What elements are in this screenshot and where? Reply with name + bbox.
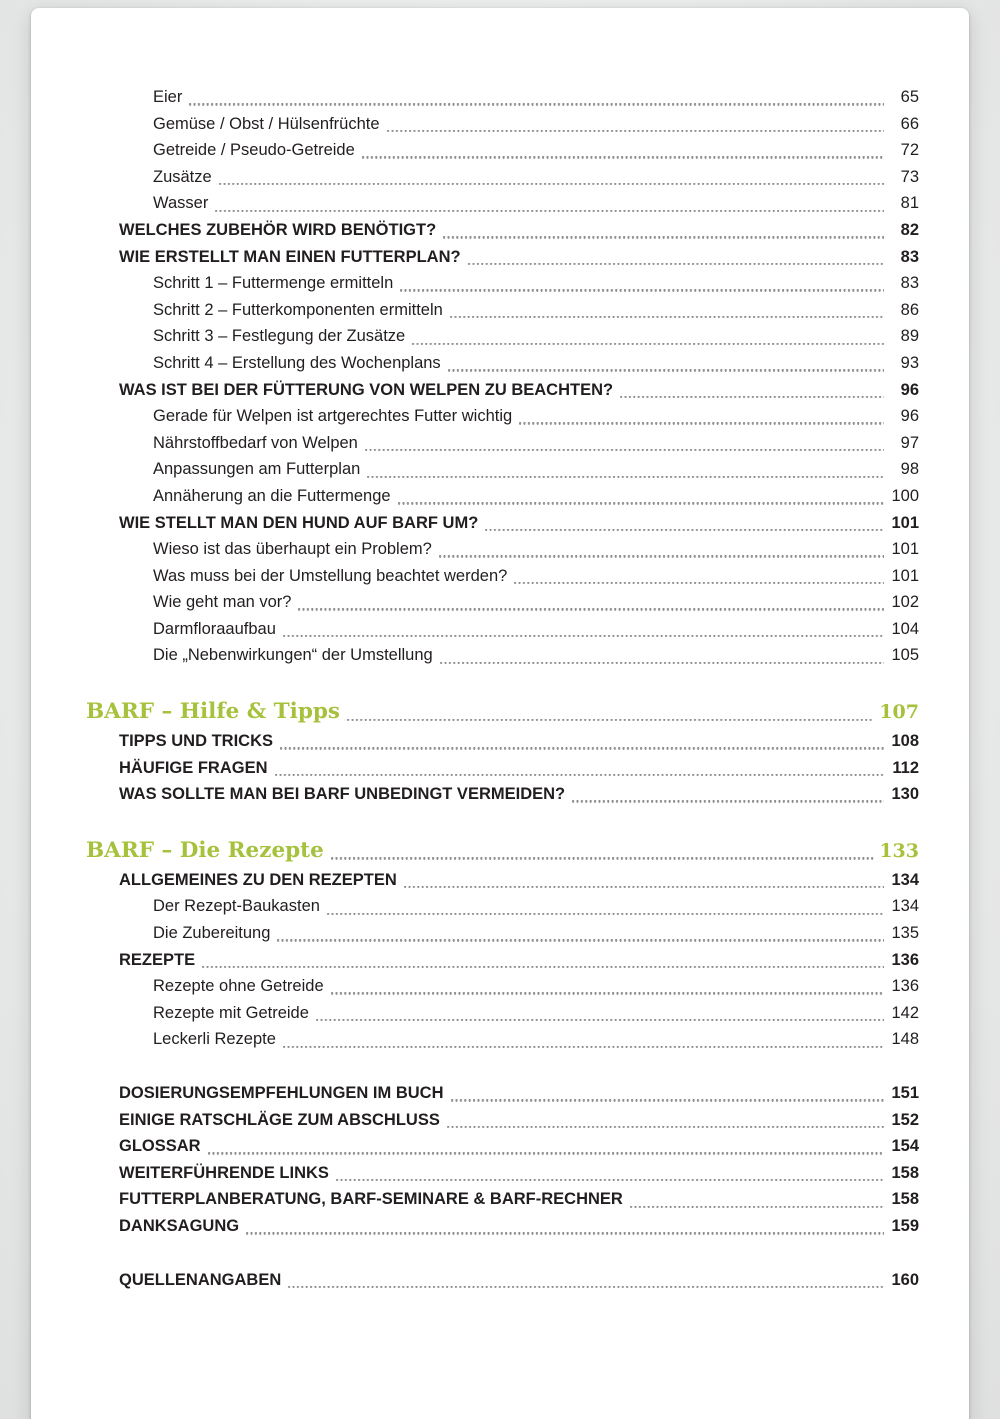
toc-leader-dots [447, 1126, 884, 1128]
toc-entry-page-number: 112 [892, 758, 919, 777]
toc-entry-page-number: 101 [891, 566, 919, 585]
toc-entry-page-number: 73 [900, 167, 919, 186]
toc-leader-dots [514, 582, 884, 584]
toc-entry-page-number: 96 [900, 407, 919, 426]
toc-entry-page-number: 159 [891, 1216, 919, 1235]
toc-entry-label: WAS SOLLTE MAN BEI BARF UNBEDINGT VERMEIDEN? [119, 785, 566, 804]
toc-block [86, 696, 919, 808]
toc-section-entry [86, 1133, 919, 1160]
toc-entry-label: Schritt 3 – Festlegung der Zusätze [153, 327, 406, 346]
toc-leader-dots [450, 316, 884, 318]
toc-entry-page-number: 93 [900, 353, 919, 372]
toc-entry-label: Die Zubereitung [153, 924, 271, 943]
toc-leader-dots [336, 1179, 884, 1181]
toc-subsection-entry [86, 403, 919, 430]
toc-chapter-entry [86, 835, 919, 867]
toc-section-entry [86, 947, 919, 974]
toc-entry-label: WAS IST BEI DER FÜTTERUNG VON WELPEN ZU BEACHTEN? [119, 380, 614, 399]
toc-entry-label: WIE STELLT MAN DEN HUND AUF BARF UM? [119, 513, 479, 532]
toc-entry-page-number: 97 [900, 433, 919, 452]
toc-entry-page-number: 98 [900, 460, 919, 479]
toc-leader-dots [316, 1019, 884, 1021]
toc-section-entry [86, 377, 919, 404]
toc-subsection-entry [86, 164, 919, 191]
toc-entry-label: DOSIERUNGSEMPFEHLUNGEN IM BUCH [119, 1084, 444, 1102]
toc-entry-page-number: 158 [891, 1190, 919, 1209]
toc-entry-page-number: 65 [900, 88, 919, 106]
toc-entry-page-number: 130 [891, 785, 919, 804]
toc-entry-page-number: 133 [879, 839, 919, 862]
toc-entry-page-number: 89 [900, 327, 919, 346]
toc-subsection-entry [86, 973, 919, 1000]
toc-entry-label: Wie geht man vor? [153, 593, 292, 612]
toc-section-entry [86, 867, 919, 894]
toc-leader-dots [620, 396, 884, 398]
toc-entry-label: Rezepte mit Getreide [153, 1003, 309, 1022]
toc-entry-page-number: 104 [891, 619, 919, 638]
toc-entry-page-number: 158 [891, 1163, 919, 1182]
toc-subsection-entry [86, 297, 919, 324]
toc-block [86, 84, 919, 669]
toc-entry-label: Schritt 1 – Futtermenge ermitteln [153, 274, 394, 293]
toc-entry-label: Der Rezept-Baukasten [153, 897, 320, 916]
toc-section-entry [86, 1213, 919, 1240]
toc-entry-page-number: 83 [900, 274, 919, 293]
toc-entry-page-number: 148 [891, 1030, 919, 1049]
toc-entry-label: Wieso ist das überhaupt ein Problem? [153, 540, 432, 559]
toc-subsection-entry [86, 1000, 919, 1027]
toc-subsection-entry [86, 536, 919, 563]
toc-leader-dots [283, 635, 884, 637]
toc-entry-page-number: 101 [891, 540, 919, 559]
toc-entry-label: Schritt 4 – Erstellung des Wochenplans [153, 353, 441, 372]
toc-leader-dots [519, 422, 884, 424]
toc-block [86, 835, 919, 1053]
toc-subsection-entry [86, 350, 919, 377]
toc-entry-page-number: 134 [891, 897, 919, 916]
toc-leader-dots [572, 800, 884, 802]
toc-entry-label: Zusätze [153, 167, 212, 186]
toc-entry-label: Rezepte ohne Getreide [153, 977, 324, 996]
toc-entry-page-number: 160 [891, 1270, 919, 1289]
toc-entry-label: Die „Nebenwirkungen“ der Umstellung [153, 646, 433, 665]
toc-entry-label: DANKSAGUNG [119, 1216, 240, 1235]
toc-leader-dots [331, 992, 884, 994]
toc-entry-label: Leckerli Rezepte [153, 1030, 276, 1049]
toc-entry-label: BARF – Die Rezepte [86, 837, 324, 863]
toc-entry-label: Nährstoffbedarf von Welpen [153, 433, 358, 452]
toc-section-entry [86, 1107, 919, 1134]
toc-subsection-entry [86, 616, 919, 643]
toc-entry-label: Wasser [153, 194, 209, 213]
toc-leader-dots [208, 1152, 884, 1154]
toc-entry-page-number: 108 [891, 732, 919, 751]
toc-entry-label: WEITERFÜHRENDE LINKS [119, 1163, 329, 1182]
toc-subsection-entry [86, 270, 919, 297]
toc-section-entry [86, 728, 919, 755]
toc-entry-label: Schritt 2 – Futterkomponenten ermitteln [153, 300, 443, 319]
toc-entry-page-number: 101 [891, 513, 919, 532]
toc-leader-dots [277, 939, 884, 941]
toc-entry-page-number: 81 [900, 194, 919, 213]
toc-entry-label: WIE ERSTELLT MAN EINEN FUTTERPLAN? [119, 247, 461, 266]
toc-leader-dots [468, 263, 884, 265]
toc-leader-dots [283, 1046, 884, 1048]
toc-subsection-entry [86, 893, 919, 920]
toc-block [86, 1080, 919, 1240]
toc-entry-label: GLOSSAR [119, 1137, 201, 1156]
toc-entry-label: Getreide / Pseudo-Getreide [153, 141, 355, 160]
toc-entry-page-number: 136 [891, 950, 919, 969]
toc-leader-dots [288, 1286, 884, 1288]
toc-entry-label: REZEPTE [119, 950, 196, 969]
toc-subsection-entry [86, 84, 919, 111]
toc-leader-dots [365, 449, 884, 451]
toc-leader-dots [347, 719, 874, 721]
toc-leader-dots [275, 774, 885, 776]
toc-section-entry [86, 510, 919, 537]
toc-entry-page-number: 100 [891, 486, 919, 505]
toc-subsection-entry [86, 430, 919, 457]
toc-section-entry [86, 1080, 919, 1107]
toc-section-entry [86, 1267, 919, 1294]
toc-subsection-entry [86, 323, 919, 350]
toc-entry-page-number: 96 [900, 380, 919, 399]
toc-entry-page-number: 83 [900, 247, 919, 266]
toc-subsection-entry [86, 456, 919, 483]
toc-leader-dots [448, 369, 884, 371]
toc-entry-label: QUELLENANGABEN [119, 1270, 282, 1289]
toc-leader-dots [202, 966, 884, 968]
book-page [31, 8, 969, 1419]
toc-entry-label: Gerade für Welpen ist artgerechtes Futter wichtig [153, 407, 513, 426]
toc-entry-page-number: 135 [891, 924, 919, 943]
toc-subsection-entry [86, 190, 919, 217]
toc-leader-dots [439, 555, 884, 557]
toc-entry-page-number: 86 [900, 300, 919, 319]
toc-leader-dots [215, 210, 884, 212]
toc-entry-label: Was muss bei der Umstellung beachtet werden? [153, 566, 508, 585]
toc-subsection-entry [86, 1026, 919, 1053]
toc-entry-page-number: 142 [891, 1003, 919, 1022]
toc-entry-label: WELCHES ZUBEHÖR WIRD BENÖTIGT? [119, 220, 437, 239]
toc-leader-dots [298, 608, 884, 610]
toc-leader-dots [440, 662, 884, 664]
toc-subsection-entry [86, 137, 919, 164]
toc-leader-dots [387, 130, 884, 132]
toc-entry-label: Eier [153, 88, 183, 106]
toc-section-entry [86, 244, 919, 271]
toc-subsection-entry [86, 111, 919, 138]
toc-subsection-entry [86, 589, 919, 616]
toc-subsection-entry [86, 642, 919, 669]
toc-leader-dots [327, 913, 884, 915]
table-of-contents [31, 8, 969, 1293]
toc-entry-page-number: 152 [891, 1110, 919, 1129]
toc-entry-label: FUTTERPLANBERATUNG, BARF-SEMINARE & BARF-RECHNER [119, 1190, 623, 1209]
toc-subsection-entry [86, 483, 919, 510]
toc-leader-dots [280, 747, 884, 749]
toc-section-entry [86, 755, 919, 782]
toc-subsection-entry [86, 920, 919, 947]
toc-entry-label: Gemüse / Obst / Hülsenfrüchte [153, 114, 380, 133]
toc-section-entry [86, 1186, 919, 1213]
toc-chapter-entry [86, 696, 919, 728]
toc-entry-label: ALLGEMEINES ZU DEN REZEPTEN [119, 870, 397, 889]
toc-leader-dots [400, 289, 884, 291]
toc-leader-dots [451, 1099, 884, 1101]
toc-entry-page-number: 134 [891, 870, 919, 889]
toc-leader-dots [219, 183, 884, 185]
toc-entry-label: Anpassungen am Futterplan [153, 460, 361, 479]
toc-entry-page-number: 107 [879, 701, 919, 724]
toc-entry-label: Darmfloraaufbau [153, 619, 276, 638]
toc-entry-label: TIPPS UND TRICKS [119, 732, 274, 751]
toc-entry-page-number: 102 [891, 593, 919, 612]
toc-entry-page-number: 66 [900, 114, 919, 133]
toc-subsection-entry [86, 563, 919, 590]
toc-leader-dots [189, 103, 884, 105]
toc-leader-dots [412, 343, 884, 345]
toc-entry-label: EINIGE RATSCHLÄGE ZUM ABSCHLUSS [119, 1110, 440, 1129]
toc-entry-page-number: 72 [900, 141, 919, 160]
toc-leader-dots [246, 1232, 884, 1234]
toc-leader-dots [331, 857, 875, 859]
toc-entry-page-number: 151 [891, 1084, 919, 1102]
toc-entry-label: Annäherung an die Futtermenge [153, 486, 391, 505]
toc-entry-page-number: 105 [891, 646, 919, 665]
toc-leader-dots [485, 529, 884, 531]
toc-leader-dots [367, 476, 884, 478]
toc-leader-dots [404, 886, 884, 888]
toc-leader-dots [362, 156, 884, 158]
toc-block [86, 1267, 919, 1294]
toc-leader-dots [443, 236, 884, 238]
toc-section-entry [86, 1160, 919, 1187]
toc-section-entry [86, 781, 919, 808]
toc-entry-label: HÄUFIGE FRAGEN [119, 758, 268, 777]
toc-entry-page-number: 154 [891, 1137, 919, 1156]
toc-entry-label: BARF – Hilfe & Tipps [86, 699, 341, 725]
toc-leader-dots [398, 502, 884, 504]
toc-leader-dots [630, 1206, 884, 1208]
toc-section-entry [86, 217, 919, 244]
toc-entry-page-number: 82 [900, 220, 919, 239]
toc-entry-page-number: 136 [891, 977, 919, 996]
